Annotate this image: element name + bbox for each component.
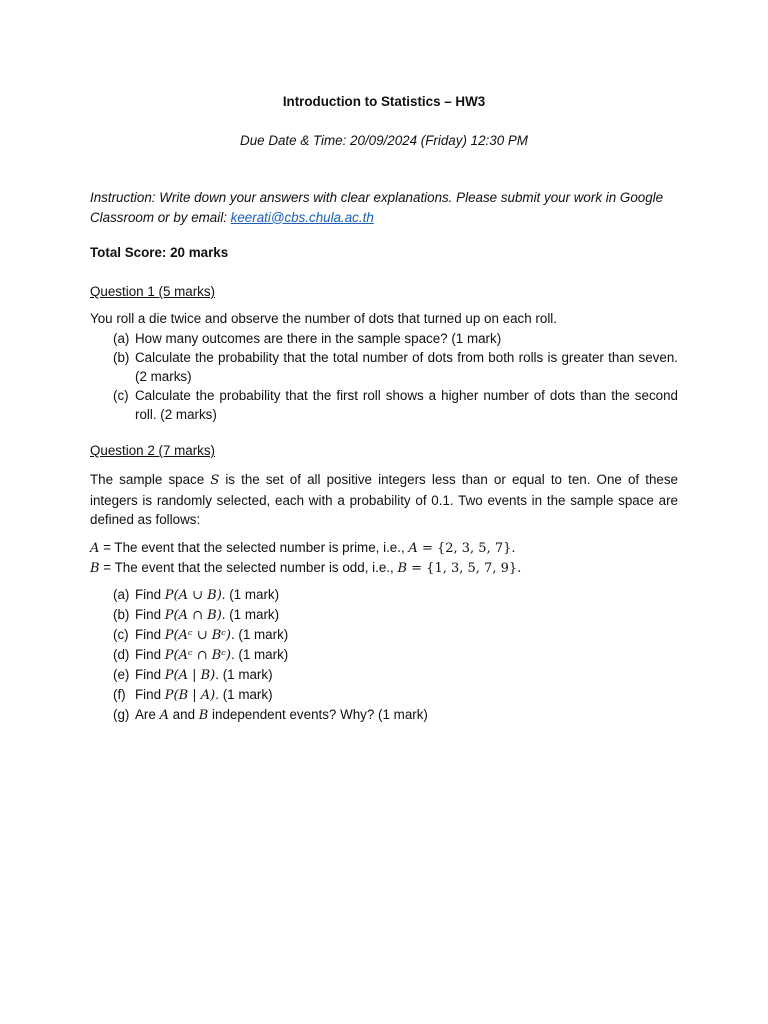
due-date: Due Date & Time: 20/09/2024 (Friday) 12:30 PM <box>240 133 528 148</box>
part-label: (b) <box>113 607 130 622</box>
event-symbol: B <box>90 561 100 576</box>
event-symbol: B <box>397 561 408 576</box>
event-b-definition <box>90 558 678 578</box>
part-label: (c) <box>113 627 129 642</box>
question-2-part-e <box>90 665 678 685</box>
intro-text: The sample space <box>90 472 211 487</box>
part-label: (g) <box>113 707 130 722</box>
question-1-heading: Question 1 (5 marks) <box>90 284 216 299</box>
part-math: P(Aᶜ ∪ Bᶜ) <box>164 628 231 643</box>
part-label: (b) <box>113 350 130 365</box>
question-2-part-d <box>90 645 678 665</box>
event-text: = The event that the selected number is prime, i.e., <box>99 540 409 555</box>
part-math: P(Aᶜ ∩ Bᶜ) <box>164 648 231 663</box>
part-math: P(A ∪ B) <box>164 588 222 603</box>
part-text: Find <box>135 647 165 662</box>
part-math: B <box>198 708 209 723</box>
event-a-definition <box>90 538 678 558</box>
event-definitions <box>90 538 678 578</box>
part-text: . (1 mark) <box>230 627 289 642</box>
part-text: . (1 mark) <box>221 607 280 622</box>
intro-text: is the set of all positive integers less than or equal to ten. One of these integers is randomly selected, each with a probability of 0.1. Two events in the sample space are defined as follows: <box>90 472 678 527</box>
question-2-part-g <box>90 705 678 725</box>
event-set: = {1, 3, 5, 7, 9}. <box>407 561 522 576</box>
part-text: . (1 mark) <box>215 687 273 702</box>
event-symbol: A <box>90 541 100 556</box>
question-2-part-f <box>90 685 678 705</box>
part-label: (d) <box>113 647 130 662</box>
total-score: Total Score: 20 marks <box>90 245 229 260</box>
part-text: . (1 mark) <box>221 587 280 602</box>
part-label: (a) <box>113 331 130 346</box>
event-text: = The event that the selected number is odd, i.e., <box>99 560 398 575</box>
question-1-part-a <box>90 329 678 348</box>
question-2-intro <box>90 470 678 530</box>
part-label: (a) <box>113 587 130 602</box>
event-symbol: A <box>408 541 418 556</box>
part-math: A <box>159 708 169 723</box>
instruction-paragraph <box>90 188 678 227</box>
part-text: How many outcomes are there in the sample space? (1 mark) <box>135 331 502 346</box>
part-text: Are <box>135 707 160 722</box>
part-math: P(A ∩ B) <box>164 608 222 623</box>
part-label: (e) <box>113 667 130 682</box>
question-2-part-b <box>90 605 678 625</box>
question-2-parts <box>90 585 678 725</box>
part-math: P(A | B) <box>164 668 216 683</box>
part-label: (c) <box>113 388 129 403</box>
email-link[interactable]: keerati@cbs.chula.ac.th <box>230 209 374 225</box>
part-text: and <box>168 707 199 722</box>
part-math: P(B | A) <box>164 688 216 703</box>
part-text: . (1 mark) <box>215 667 273 682</box>
part-label: (f) <box>113 687 126 702</box>
part-text: independent events? Why? (1 mark) <box>208 707 428 722</box>
part-text: Find <box>135 587 165 602</box>
part-text: Calculate the probability that the total number of dots from both rolls is greater than seven. (2 marks) <box>135 350 678 384</box>
instruction-text: Instruction: Write down your answers with clear explanations. Please submit your work in Google Classroom or by email: <box>90 190 664 225</box>
part-text: . (1 mark) <box>230 647 289 662</box>
question-1-part-c <box>90 386 678 424</box>
part-text: Find <box>135 667 165 682</box>
question-1-parts <box>90 329 678 424</box>
part-text: Find <box>135 607 165 622</box>
question-2-heading: Question 2 (7 marks) <box>90 443 216 458</box>
part-text: Find <box>135 687 165 702</box>
event-set: = {2, 3, 5, 7}. <box>417 541 516 556</box>
part-text: Calculate the probability that the first roll shows a higher number of dots than the second roll. (2 marks) <box>135 388 678 422</box>
question-1-part-b <box>90 348 678 386</box>
question-1-intro: You roll a die twice and observe the number of dots that turned up on each roll. <box>90 311 557 326</box>
question-2-part-c <box>90 625 678 645</box>
question-2-part-a <box>90 585 678 605</box>
document-title: Introduction to Statistics – HW3 <box>282 94 486 109</box>
part-text: Find <box>135 627 165 642</box>
sample-space-symbol: S <box>210 473 220 488</box>
